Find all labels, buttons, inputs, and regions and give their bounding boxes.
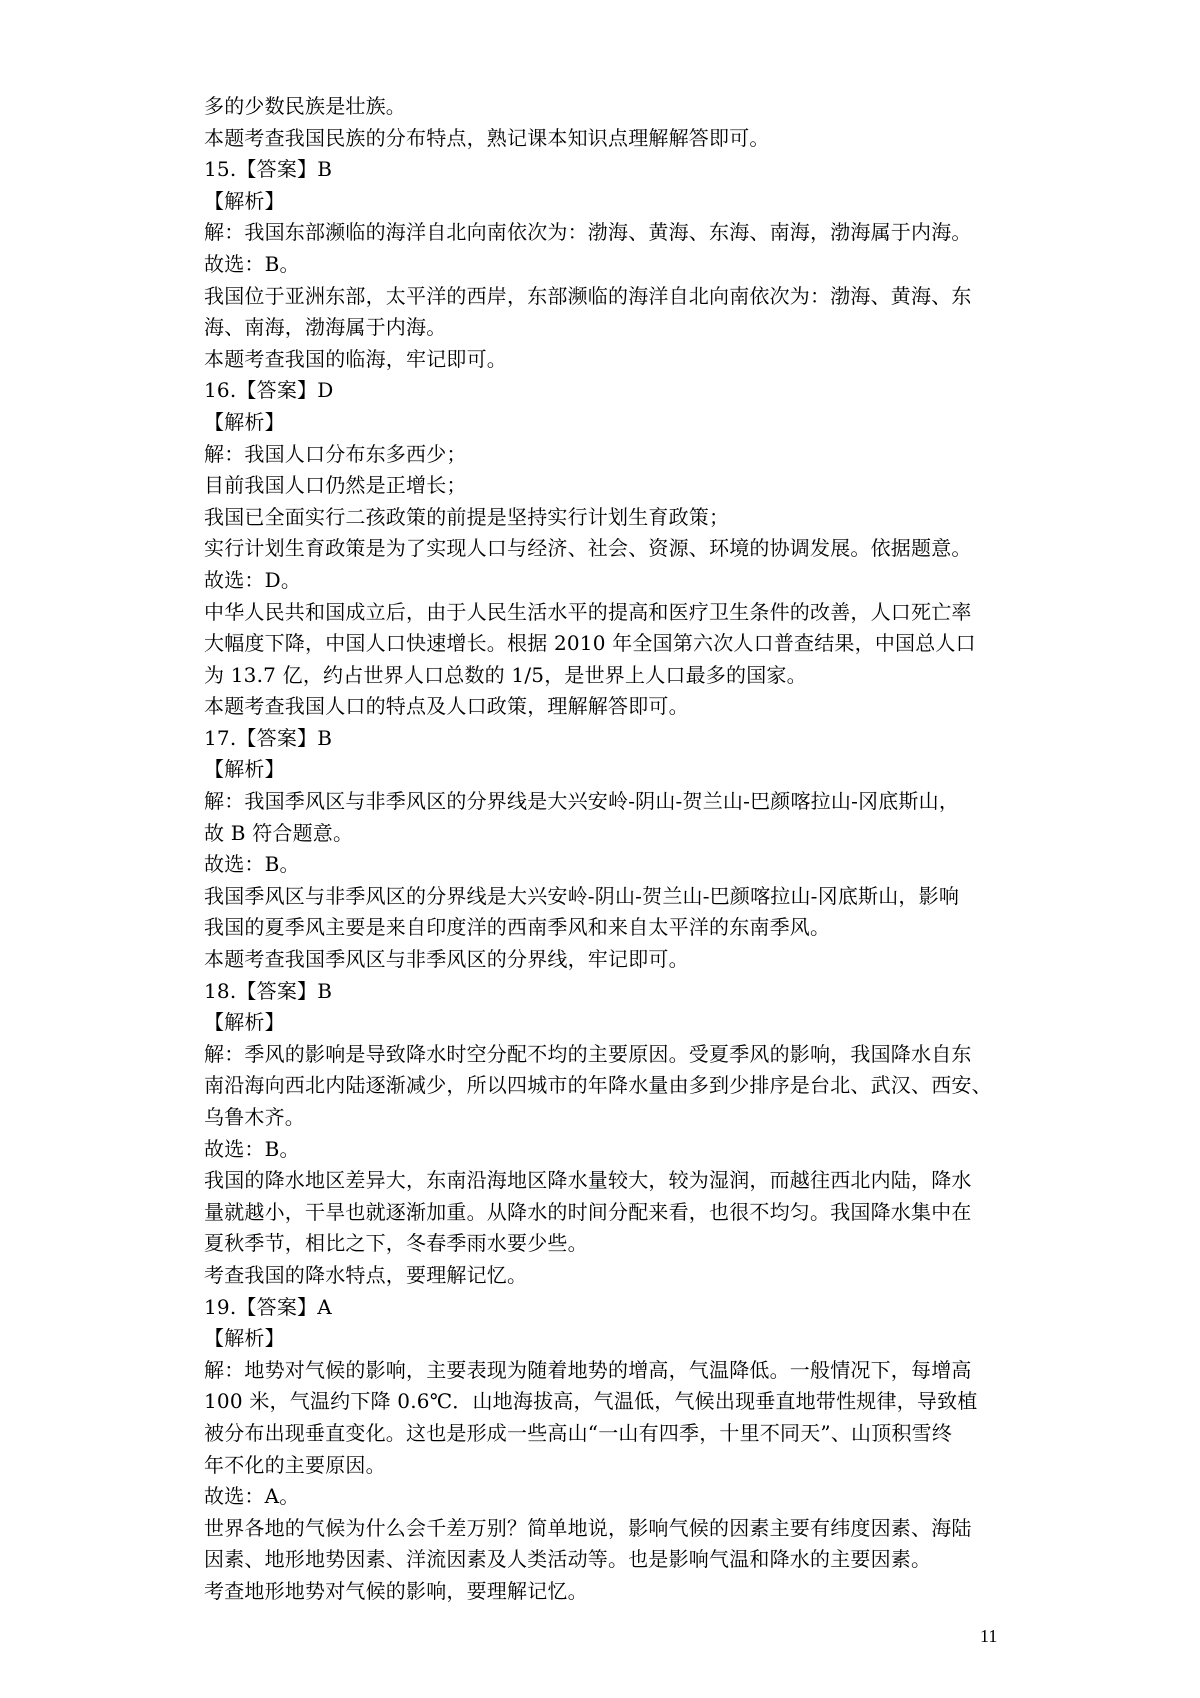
question-17: [204, 723, 1004, 976]
text-line: 考查地形地势对气候的影响，要理解记忆。: [204, 1578, 588, 1603]
text-line: 100 米，气温约下降 0.6℃．山地海拔高，气温低，气候出现垂直地带性规律，导致植: [204, 1389, 978, 1414]
question-18: [204, 976, 1004, 1292]
analysis-label: 【解析】: [204, 757, 285, 782]
text-line: 解：我国季风区与非季风区的分界线是大兴安岭-阴山-贺兰山-巴颜喀拉山-冈底斯山，: [204, 789, 960, 814]
answer-value: D: [317, 378, 334, 403]
question-number: 15.: [204, 157, 237, 182]
text-line: 故选：B。: [204, 1136, 300, 1161]
analysis-label: 【解析】: [204, 1010, 285, 1035]
answer-line: [204, 723, 1004, 755]
answer-label: 【答案】: [236, 157, 318, 182]
answer-value: A: [317, 1294, 332, 1319]
text-line: 故 B 符合题意。: [204, 820, 354, 845]
answer-line: [204, 1292, 1004, 1324]
analysis-label: 【解析】: [204, 1326, 285, 1351]
text-line: 本题考查我国的临海，牢记即可。: [204, 346, 507, 371]
text-line: 我国季风区与非季风区的分界线是大兴安岭-阴山-贺兰山-巴颜喀拉山-冈底斯山，影响: [204, 883, 960, 908]
text-line: 量就越小，干旱也就逐渐加重。从降水的时间分配来看，也很不均匀。我国降水集中在: [204, 1199, 972, 1224]
question-number: 16.: [204, 378, 237, 403]
text-line: 故选：D。: [204, 567, 302, 592]
answer-line: [204, 375, 1004, 407]
text-line: 我国的夏季风主要是来自印度洋的西南季风和来自太平洋的东南季风。: [204, 915, 831, 940]
text-line: 考查我国的降水特点，要理解记忆。: [204, 1262, 528, 1287]
answer-line: [204, 154, 1004, 186]
text-line: 我国已全面实行二孩政策的前提是坚持实行计划生育政策；: [204, 504, 730, 529]
answer-value: B: [317, 157, 333, 182]
text-line: 本题考查我国民族的分布特点，熟记课本知识点理解解答即可。: [204, 125, 770, 150]
text-line: 为 13.7 亿，约占世界人口总数的 1/5，是世界上人口最多的国家。: [204, 662, 807, 687]
text-line: 本题考查我国季风区与非季风区的分界线，牢记即可。: [204, 947, 689, 972]
text-line: 目前我国人口仍然是正增长；: [204, 473, 467, 498]
answer-label: 【答案】: [236, 978, 318, 1003]
text-line: 本题考查我国人口的特点及人口政策，理解解答即可。: [204, 694, 689, 719]
text-line: 解：我国人口分布东多西少；: [204, 441, 467, 466]
analysis-label: 【解析】: [204, 188, 285, 213]
text-line: 世界各地的气候为什么会千差万别？简单地说，影响气候的因素主要有纬度因素、海陆: [204, 1515, 972, 1540]
answer-label: 【答案】: [236, 1294, 318, 1319]
question-number: 17.: [204, 725, 237, 750]
text-line: 故选：B。: [204, 852, 300, 877]
page-number: 11: [980, 1626, 998, 1646]
text-line: 解：地势对气候的影响，主要表现为随着地势的增高，气温降低。一般情况下，每增高: [204, 1357, 972, 1382]
analysis-label: 【解析】: [204, 409, 285, 434]
text-line: 南沿海向西北内陆逐渐减少，所以四城市的年降水量由多到少排序是台北、武汉、西安、: [204, 1073, 992, 1098]
text-line: 我国的降水地区差异大，东南沿海地区降水量较大，较为湿润，而越往西北内陆，降水: [204, 1168, 972, 1193]
answer-line: [204, 976, 1004, 1008]
question-16: [204, 375, 1004, 723]
intro-section: [204, 91, 1004, 154]
question-15: [204, 154, 1004, 375]
text-line: 解：我国东部濒临的海洋自北向南依次为：渤海、黄海、东海、南海，渤海属于内海。: [204, 220, 972, 245]
text-line: 实行计划生育政策是为了实现人口与经济、社会、资源、环境的协调发展。依据题意。: [204, 536, 972, 561]
text-line: 年不化的主要原因。: [204, 1452, 386, 1477]
text-line: 大幅度下降，中国人口快速增长。根据 2010 年全国第六次人口普查结果，中国总人口: [204, 631, 976, 656]
text-line: 我国位于亚洲东部，太平洋的西岸，东部濒临的海洋自北向南依次为：渤海、黄海、东: [204, 283, 972, 308]
answer-label: 【答案】: [236, 725, 318, 750]
text-line: 解：季风的影响是导致降水时空分配不均的主要原因。受夏季风的影响，我国降水自东: [204, 1041, 972, 1066]
text-line: 故选：A。: [204, 1484, 300, 1509]
question-number: 19.: [204, 1294, 237, 1319]
answer-label: 【答案】: [236, 378, 318, 403]
question-19: [204, 1292, 1004, 1608]
question-number: 18.: [204, 978, 237, 1003]
text-line: 乌鲁木齐。: [204, 1105, 305, 1129]
answer-value: B: [317, 978, 333, 1003]
text-line: 故选：B。: [204, 251, 300, 276]
document-page: [204, 91, 1004, 1608]
text-line: 多的少数民族是壮族。: [204, 94, 406, 118]
text-line: 海、南海，渤海属于内海。: [204, 315, 447, 340]
answer-value: B: [317, 725, 333, 750]
text-line: 中华人民共和国成立后，由于人民生活水平的提高和医疗卫生条件的改善，人口死亡率: [204, 599, 972, 624]
text-line: 夏秋季节，相比之下，冬春季雨水要少些。: [204, 1231, 588, 1256]
text-line: 被分布出现垂直变化。这也是形成一些高山“一山有四季，十里不同天”、山顶积雪终: [204, 1420, 953, 1445]
text-line: 因素、地形地势因素、洋流因素及人类活动等。也是影响气温和降水的主要因素。: [204, 1547, 932, 1572]
